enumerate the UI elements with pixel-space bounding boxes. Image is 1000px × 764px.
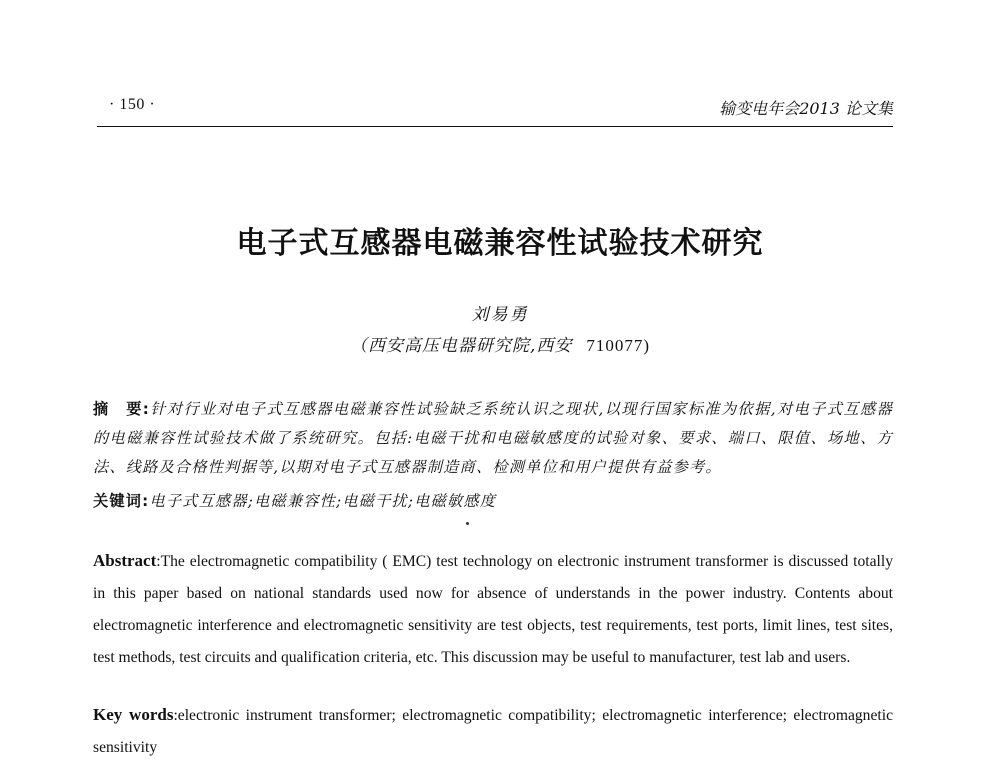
chinese-keywords — [93, 487, 893, 516]
running-header — [97, 96, 893, 127]
page-number: · 150 · — [109, 96, 156, 113]
chinese-keywords-label: 关键词: — [93, 492, 150, 510]
chinese-abstract-text: 针对行业对电子式互感器电磁兼容性试验缺乏系统认识之现状,以现行国家标准为依据,对电子式互感器的电磁兼容性试验技术做了系统研究。包括:电磁干扰和电磁敏感度的试验对象、要求、端口、限值、场地、方法、线路及合格性判据等,以期对电子式互感器制造商、检测单位和用户提供有益参考。 — [93, 400, 893, 476]
author-affiliation — [0, 331, 1000, 356]
chinese-abstract — [93, 395, 893, 482]
paper-title: 电子式互感器电磁兼容性试验技术研究 — [236, 226, 764, 261]
journal-title: 输变电年会2013 论文集 — [719, 99, 893, 118]
english-abstract — [93, 545, 893, 674]
chinese-abstract-label: 摘 要: — [93, 400, 151, 418]
chinese-keywords-text: 电子式互感器;电磁兼容性;电磁干扰;电磁敏感度 — [149, 492, 497, 510]
author-name: 刘易勇 — [471, 305, 529, 325]
scan-dot-mark — [466, 522, 469, 525]
english-keywords-label: Key words — [93, 705, 174, 724]
english-abstract-label: Abstract — [93, 551, 157, 570]
affiliation-postcode: 710077) — [586, 336, 651, 355]
affiliation-text: （西安高压电器研究院,西安 — [349, 336, 573, 356]
english-keywords — [93, 699, 893, 764]
english-keywords-text: :electronic instrument transformer; electromagnetic compatibility; electromagnetic interference; electromagnetic sensitivity — [93, 707, 893, 756]
english-abstract-text: :The electromagnetic compatibility ( EMC) test technology on electronic instrument transformer is discussed totally in this paper based on national standards used now for absence of understands in the power industry. Contents about electromagnetic interference and electromagnetic sensitivity are test objects, test requirements, test ports, limit lines, test sites, test methods, test circuits and qualification criteria, etc. This discussion may be useful to manufacturer, test lab and users. — [93, 553, 893, 666]
